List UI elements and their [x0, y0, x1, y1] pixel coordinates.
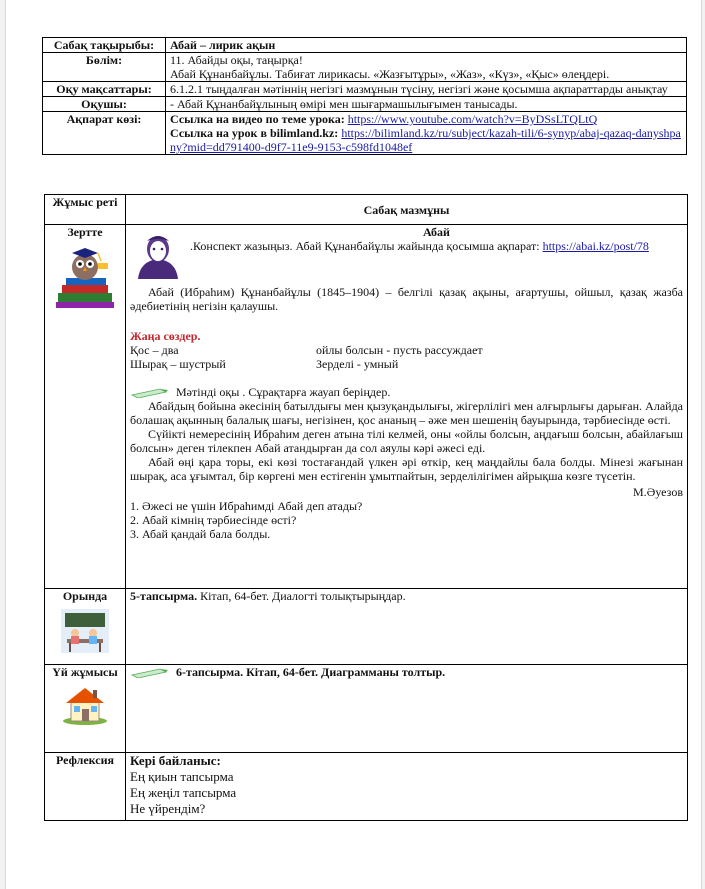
research-task-text: .Конспект жазыңыз. Абай Құнанбайұлы жайында қосымша ақпарат: [190, 239, 543, 253]
place-task-text: Кітап, 64-бет. Диалогті толықтырыңдар. [197, 589, 406, 603]
text-paragraph-2: Сүйікті немересінің Ибраһим деген атына тілі келмей, оны «ойлы болсын, аңдағыш болсын, абайлағыш болсын» деген тілекпен Абай атандырған да сол аяулы кәрі әжесі еді. [130, 427, 683, 455]
bilimland-link[interactable]: https://bilimland.kz/ru/subject/kazah-tili/6-synyp/abaj-qazaq-danyshpany?mid=dd791400-d9f7-11e9-9153-c598fd1048ef [170, 126, 681, 154]
document-page [5, 0, 702, 889]
house-icon [62, 685, 108, 725]
section-row [43, 53, 687, 82]
bio-paragraph: Абай (Ибраһим) Құнанбайұлы (1845–1904) – белгілі қазақ ақыны, ағартушы, ойшыл, қазақ жазба әдебиетінің негізін қалаушы. [130, 285, 683, 313]
reflection-content [126, 753, 688, 821]
reader-value: - Абай Құнанбайұлының өмірі мен шығармашылығымен танысады. [166, 97, 687, 112]
reflection-line-2: Ең жеңіл тапсырма [130, 785, 237, 800]
reader-row [43, 97, 687, 112]
source-label: Ақпарат көзі: [43, 112, 166, 155]
homework-content [126, 665, 688, 753]
goals-label: Оқу мақсаттары: [43, 82, 166, 97]
pencil-icon [130, 668, 170, 678]
topic-row [43, 38, 687, 53]
word-2-left: Шырақ – шустрый [130, 357, 226, 371]
question-2: 2. Абай кімнің тәрбиесінде өсті? [130, 513, 297, 527]
research-content [126, 225, 688, 589]
text-paragraph-1: Абайдың бойына әкесінің батылдығы мен қызуқандылығы, жігерлілігі мен алғырлығы дарыған. Алайда болашақ ақынның балалық шағы, негізінен, қос ананың – әже мен шешенің бауырында, тәрбиесінде өсті. [130, 399, 683, 427]
question-3: 3. Абай қандай бала болды. [130, 527, 271, 541]
bilimland-label: Ссылка на урок в bilimland.kz: [170, 126, 342, 140]
section-value [166, 53, 687, 82]
place-label: Орында [62, 589, 108, 603]
reflection-line-3: Не үйрендім? [130, 801, 206, 816]
table-header-row [45, 195, 688, 225]
text-author: М.Әуезов [633, 485, 683, 499]
place-task [130, 589, 683, 603]
children-desk-icon [61, 609, 109, 653]
goals-value: 6.1.2.1 тыңдалған мәтіннің негізгі мазмұнын түсіну, негізгі және қосымша ақпараттарды анықтау [166, 82, 687, 97]
section-label: Бөлім: [43, 53, 166, 82]
goals-row [43, 82, 687, 97]
reflection-title: Кері байланыс: [130, 753, 221, 768]
abai-portrait-icon [132, 229, 184, 279]
lesson-header-table [42, 37, 687, 155]
col-header-lesson-content: Сабақ мазмұны [126, 195, 688, 225]
video-label: Ссылка на видео по теме урока: [170, 112, 348, 126]
reflection-line-1: Ең қиын тапсырма [130, 769, 234, 784]
col-header-work-order: Жұмыс реті [45, 195, 126, 225]
owl-books-icon [52, 245, 118, 311]
read-task-line [130, 385, 683, 399]
read-task: Мәтінді оқы . Сұрақтарға жауап беріңдер. [176, 385, 391, 399]
word-row-2 [130, 357, 683, 371]
place-task-number: 5-тапсырма. [130, 589, 198, 603]
word-1-left: Қос – два [130, 343, 179, 357]
word-row-1 [130, 343, 683, 357]
new-words-title: Жаңа сөздер. [130, 329, 201, 343]
research-row [45, 225, 688, 589]
source-row [43, 112, 687, 155]
research-cell [45, 225, 126, 589]
place-cell [45, 589, 126, 665]
question-1: 1. Әжесі не үшін Ибраһимді Абай деп атады? [130, 499, 363, 513]
homework-row [45, 665, 688, 753]
reader-label: Оқушы: [43, 97, 166, 112]
lesson-content-table [44, 194, 688, 821]
place-content [126, 589, 688, 665]
section-line-1: 11. Абайды оқы, таңырқа! [170, 53, 303, 67]
section-line-2: Абай Құнанбайұлы. Табиғат лирикасы. «Жазғытұры», «Жаз», «Күз», «Қыс» өлеңдері. [170, 67, 610, 81]
homework-task-line [130, 665, 683, 679]
reflection-row [45, 753, 688, 821]
homework-task: 6-тапсырма. Кітап, 64-бет. Диаграмманы толтыр. [176, 665, 446, 679]
word-1-right: ойлы болсын - пусть рассуждает [316, 343, 483, 357]
reflection-label: Рефлексия [45, 753, 126, 821]
abai-kz-link[interactable]: https://abai.kz/post/78 [542, 239, 649, 253]
research-label: Зертте [67, 225, 103, 239]
topic-value: Абай – лирик ақын [166, 38, 687, 53]
place-row [45, 589, 688, 665]
homework-label: Үй жұмысы [52, 665, 118, 679]
bilimland-link-line [170, 126, 682, 154]
research-task [190, 239, 683, 253]
pencil-icon [130, 388, 170, 398]
word-2-right: Зерделі - умный [316, 357, 399, 371]
video-link[interactable]: https://www.youtube.com/watch?v=ByDSsLTQLtQ [347, 112, 598, 126]
research-intro [130, 225, 683, 275]
topic-label: Сабақ тақырыбы: [43, 38, 166, 53]
video-link-line [170, 112, 682, 126]
homework-cell [45, 665, 126, 753]
text-paragraph-3: Абай өңі қара торы, екі көзі тостағандай үлкен әрі өткір, кең маңдайлы бала болды. Мінезі жағынан шырақ, аса ұғымтал, бір көргені мен естігенін ұмытпайтын, зерделілігімен айрықша көзге түсетін. [130, 455, 683, 483]
source-value [166, 112, 687, 155]
research-title: Абай [423, 225, 450, 239]
